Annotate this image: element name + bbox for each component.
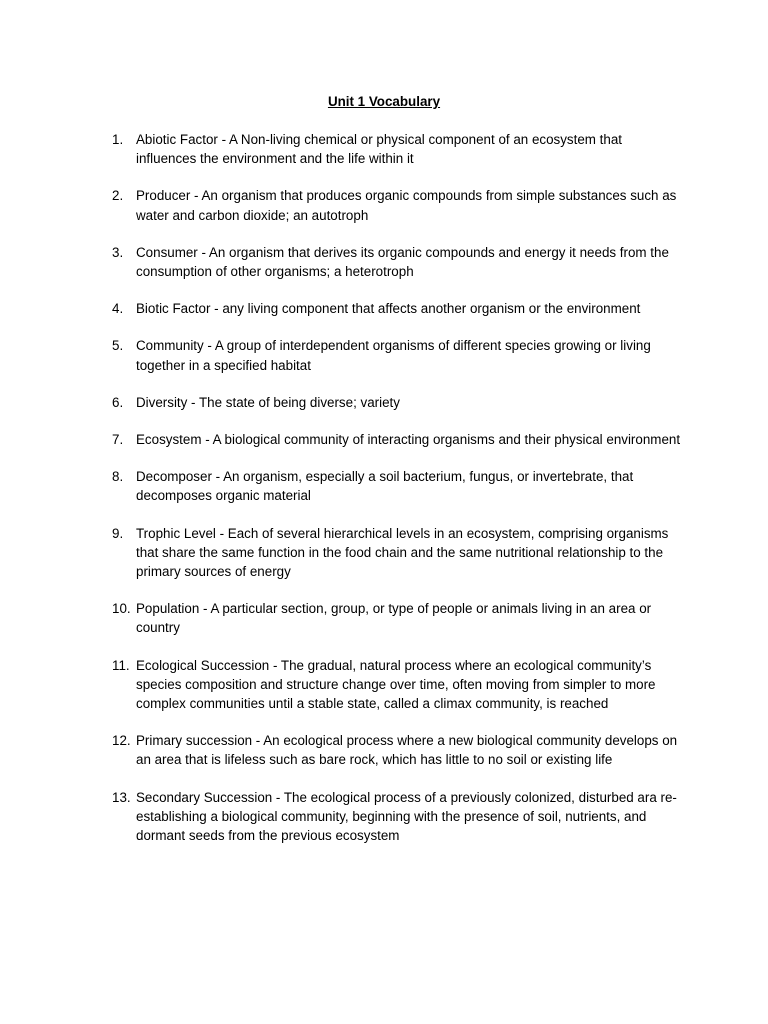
vocab-number: 11. <box>112 657 130 673</box>
vocab-item-13 <box>112 788 682 846</box>
vocab-number: 12. <box>112 733 131 749</box>
vocab-definition: Ecosystem - A biological community of interacting organisms and their physical environment <box>136 432 681 448</box>
vocab-number: 3. <box>112 244 124 260</box>
vocab-item-11 <box>112 656 682 714</box>
vocab-item-6 <box>112 393 682 412</box>
vocab-number: 4. <box>112 301 124 317</box>
vocab-definition: Decomposer - An organism, especially a soil bacterium, fungus, or invertebrate, that decomposes organic material <box>136 469 634 504</box>
vocab-definition: Consumer - An organism that derives its organic compounds and energy it needs from the consumption of other organisms; a heterotroph <box>136 244 669 280</box>
vocab-item-8 <box>112 467 682 505</box>
vocab-definition: Abiotic Factor - A Non-living chemical or physical component of an ecosystem that influences the environment and the life within it <box>136 132 623 167</box>
vocab-definition: Trophic Level - Each of several hierarchical levels in an ecosystem, comprising organisms that share the same function in the food chain and the same nutritional relationship to the primary sources of energy <box>136 525 669 580</box>
vocab-item-12 <box>112 731 682 769</box>
vocab-definition: Biotic Factor - any living component that affects another organism or the environment <box>136 301 641 317</box>
vocab-definition: Diversity - The state of being diverse; variety <box>136 394 400 410</box>
vocab-number: 10. <box>112 601 131 617</box>
vocab-number: 5. <box>112 338 124 354</box>
vocab-definition: Ecological Succession - The gradual, natural process where an ecological community’s species composition and structure change over time, often moving from simpler to more complex communities until a stable state, called a climax community, is reached <box>136 657 656 712</box>
vocab-definition: Producer - An organism that produces organic compounds from simple substances such as water and carbon dioxide; an autotroph <box>136 188 677 223</box>
vocab-definition: Secondary Succession - The ecological process of a previously colonized, disturbed ara re-establishing a biological community, beginning with the presence of soil, nutrients, and dormant seeds from the previous ecosystem <box>136 789 677 844</box>
vocab-item-10 <box>112 599 682 637</box>
vocab-number: 1. <box>112 132 124 147</box>
vocabulary-list <box>112 130 682 863</box>
vocab-item-4 <box>112 299 682 318</box>
vocab-item-7 <box>112 430 682 449</box>
vocab-item-3 <box>112 243 682 281</box>
vocab-definition: Population - A particular section, group, or type of people or animals living in an area or country <box>136 601 652 636</box>
vocab-number: 7. <box>112 432 124 448</box>
vocab-number: 13. <box>112 789 131 805</box>
vocab-number: 9. <box>112 525 124 541</box>
vocab-item-5 <box>112 336 682 374</box>
vocab-item-9 <box>112 524 682 582</box>
vocab-number: 6. <box>112 394 124 410</box>
vocab-number: 2. <box>112 188 124 204</box>
vocab-definition: Community - A group of interdependent organisms of different species growing or living together in a specified habitat <box>136 338 651 373</box>
vocab-item-1 <box>112 130 682 168</box>
document-title: Unit 1 Vocabulary <box>327 94 441 109</box>
vocab-number: 8. <box>112 469 124 485</box>
vocab-definition: Primary succession - An ecological process where a new biological community develops on an area that is lifeless such as bare rock, which has little to no soil or existing life <box>136 733 678 768</box>
vocab-item-2 <box>112 186 682 224</box>
